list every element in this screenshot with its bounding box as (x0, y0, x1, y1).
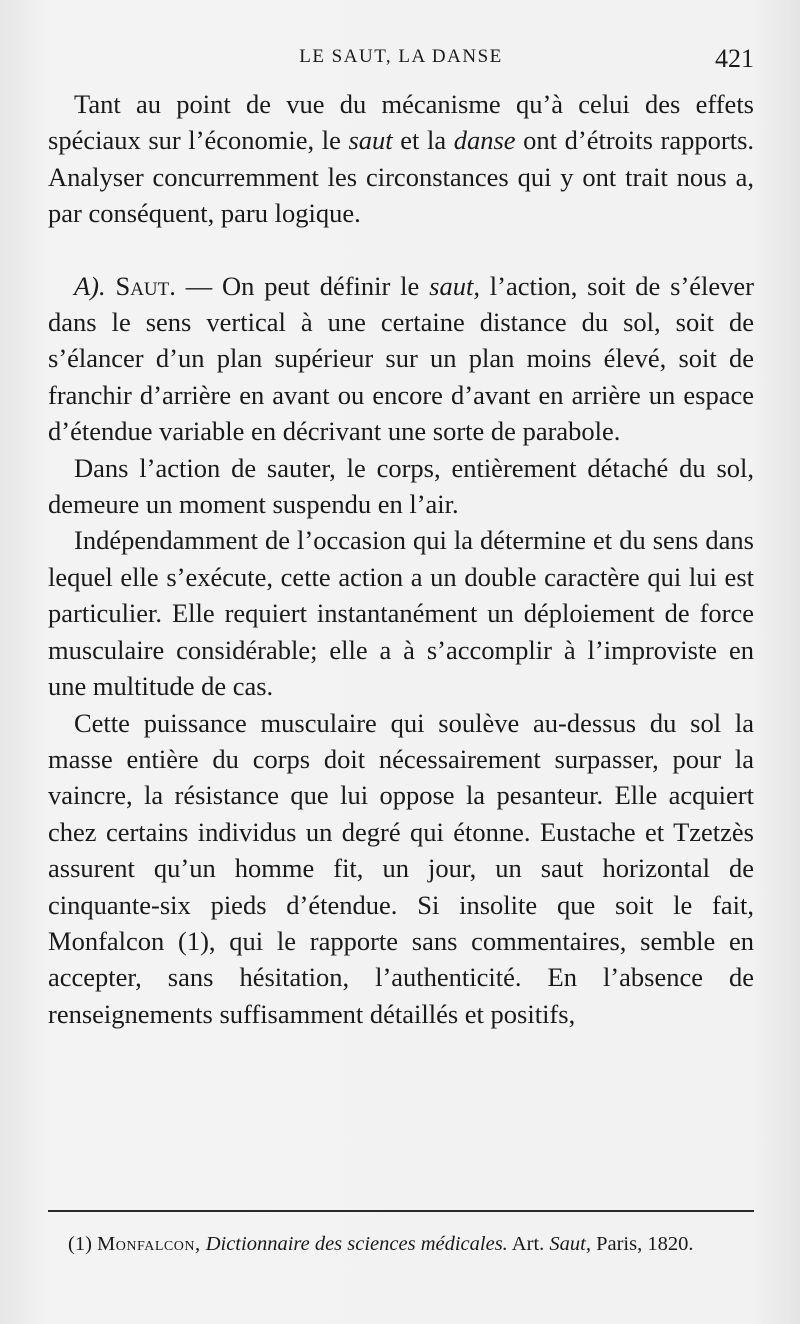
text-run: Tant au point de vue du mécanisme qu’à celui des effets spéciaux sur l’économie, le (48, 89, 754, 156)
running-title: LE SAUT, LA DANSE (299, 46, 503, 67)
italic-term: saut, (429, 270, 480, 301)
text-run: et la (392, 125, 454, 156)
paragraph-saut-definition (48, 268, 754, 450)
text-run: — On peut définir le (175, 270, 430, 301)
paragraph-suspension: Dans l’action de sauter, le corps, entièrement détaché du sol, demeure un moment suspendu en l’air. (48, 452, 754, 520)
footnote-place-date: Paris, 1820. (590, 1233, 694, 1255)
italic-term: danse (453, 125, 516, 156)
page-number: 421 (715, 44, 754, 73)
footnote-title: Dictionnaire des sciences médicales. (205, 1233, 508, 1255)
page-header (48, 44, 754, 78)
footnote-marker: (1) (68, 1233, 92, 1255)
text-run: l’action, soit de s’élever dans le sens vertical à une certaine distance du sol, soit de s’élancer d’un plan supérieur sur un plan moins élevé, soit de franchir d’arrière en avant ou encore d’avant en arrière un espace d’étendue variable en décrivant une sorte de parabole. (48, 270, 754, 447)
footnote-author: Monfalcon, (97, 1233, 201, 1255)
footnote-entry: Saut, (549, 1233, 591, 1255)
paragraph-double-caractere: Indépendamment de l’occasion qui la détermine et du sens dans lequel elle s’exécute, cette action a un double caractère qui lui est particulier. Elle requiert instantanément un déploiement de force musculaire considérable; elle a à s’accomplir à l’improviste en une multitude de cas. (48, 525, 754, 702)
footnote (48, 1228, 754, 1260)
footnote-divider (48, 1210, 754, 1212)
section-label: A). (74, 270, 106, 301)
paragraph-puissance-musculaire: Cette puissance musculaire qui soulève au-dessus du sol la masse entière du corps doit nécessairement surpasser, pour la vaincre, la résistance que lui oppose la pesanteur. Elle acquiert chez certains individus un degré qui étonne. Eustache et Tzetzès assurent qu’un homme fit, un jour, un saut horizontal de cinquante-six pieds d’étendue. Si insolite que soit le fait, Monfalcon (1), qui le rapporte sans commentaires, semble en accepter, sans hésitation, l’authenticité. En l’absence de renseignements suffisamment détaillés et positifs, (48, 707, 754, 1029)
section-heading: Saut. (115, 270, 176, 301)
body-text (48, 86, 754, 1032)
paragraph-intro (48, 86, 754, 232)
footnote-art: Art. (507, 1233, 545, 1255)
text-run: ont d’étroits rapports. Analyser concurremment les circonstances qui y ont trait nous a, par conséquent, paru logique. (48, 125, 755, 229)
italic-term: saut (348, 125, 393, 156)
